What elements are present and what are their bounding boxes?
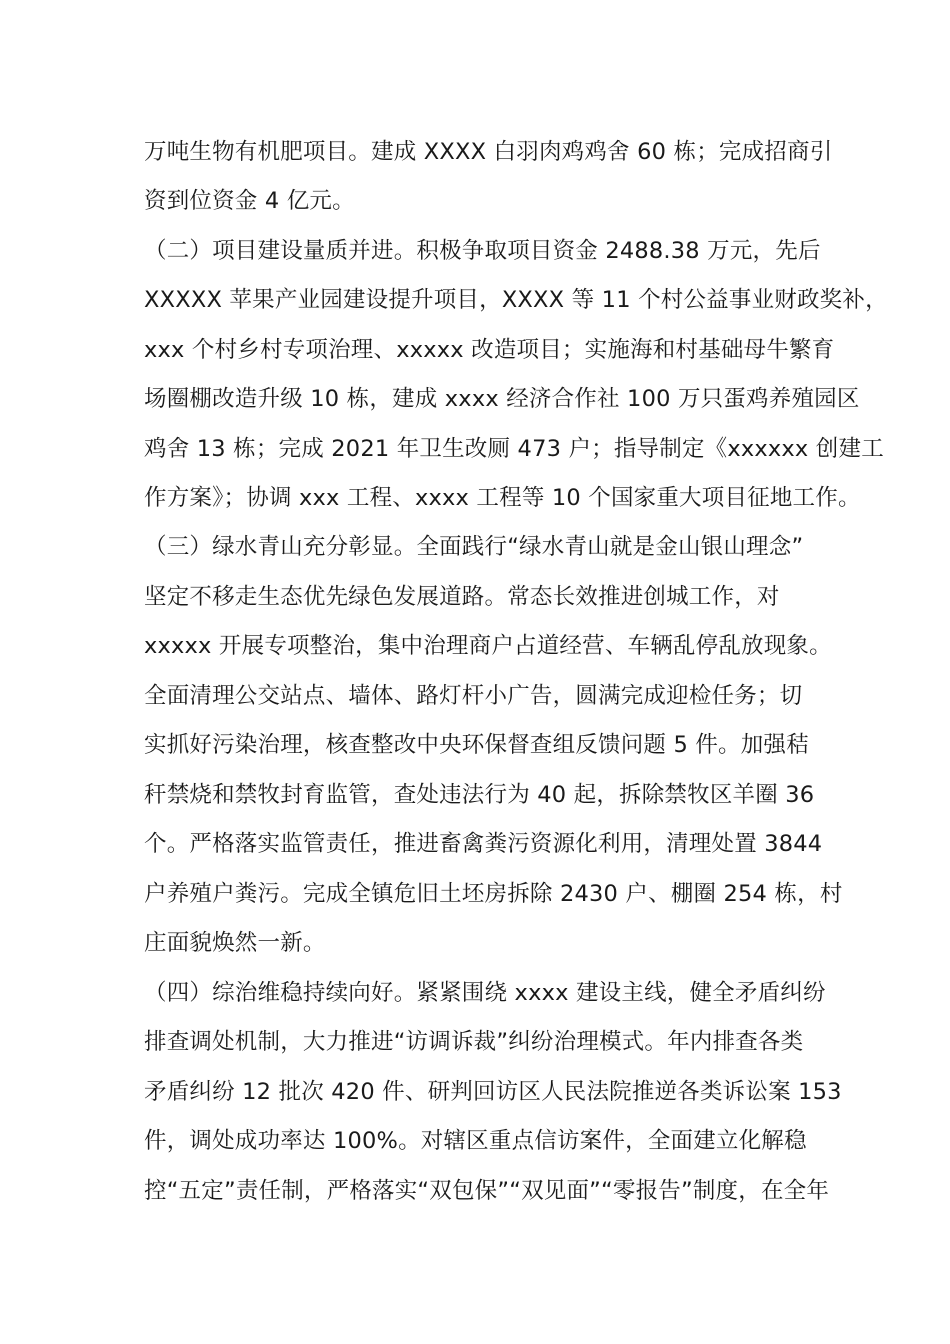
text-line: 资到位资金 4 亿元。	[144, 188, 355, 214]
text-line: xxx 个村乡村专项治理、xxxxx 改造项目；实施海和村基础母牛繁育	[144, 337, 835, 363]
text-line: 个。严格落实监管责任，推进畜禽粪污资源化利用，清理处置 3844	[144, 831, 823, 857]
text-line: 户养殖户粪污。完成全镇危旧土坯房拆除 2430 户、棚圈 254 栋，村	[144, 881, 843, 907]
section-heading-line: （二）项目建设量质并进。积极争取项目资金 2488.38 万元，先后	[144, 238, 821, 264]
text-line: 坚定不移走生态优先绿色发展道路。常态长效推进创城工作，对	[144, 584, 780, 610]
text-line: 场圈棚改造升级 10 栋，建成 xxxx 经济合作社 100 万只蛋鸡养殖园区	[144, 386, 860, 412]
text-line: 全面清理公交站点、墙体、路灯杆小广告，圆满完成迎检任务；切	[144, 683, 803, 709]
text-line: 件，调处成功率达 100%。对辖区重点信访案件，全面建立化解稳	[144, 1128, 807, 1154]
text-line: 作方案》；协调 xxx 工程、xxxx 工程等 10 个国家重大项目征地工作。	[144, 485, 861, 511]
section-heading-line: （三）绿水青山充分彰显。全面践行“绿水青山就是金山银山理念”	[144, 534, 804, 560]
text-line: 庄面貌焕然一新。	[144, 930, 326, 956]
text-line: 万吨生物有机肥项目。建成 XXXX 白羽肉鸡鸡舍 60 栋；完成招商引	[144, 139, 833, 165]
text-line: 矛盾纠纷 12 批次 420 件、研判回访区人民法院推逆各类诉讼案 153	[144, 1079, 842, 1105]
text-line: xxxxx 开展专项整治，集中治理商户占道经营、车辆乱停乱放现象。	[144, 633, 832, 659]
text-line: XXXXX 苹果产业园建设提升项目，XXXX 等 11 个村公益事业财政奖补，	[144, 287, 888, 313]
text-line: 秆禁烧和禁牧封育监管，查处违法行为 40 起，拆除禁牧区羊圈 36	[144, 782, 815, 808]
text-line: 鸡舍 13 栋；完成 2021 年卫生改厕 473 户；指导制定《xxxxxx 创建工	[144, 436, 884, 462]
text-line: 控“五定”责任制，严格落实“双包保”“双见面”“零报告”制度，在全年	[144, 1178, 830, 1204]
text-line: 排查调处机制，大力推进“访调诉裁”纠纷治理模式。年内排查各类	[144, 1029, 804, 1055]
section-heading-line: （四）综治维稳持续向好。紧紧围绕 xxxx 建设主线，健全矛盾纠纷	[144, 980, 826, 1006]
text-line: 实抓好污染治理，核查整改中央环保督查组反馈问题 5 件。加强秸	[144, 732, 809, 758]
